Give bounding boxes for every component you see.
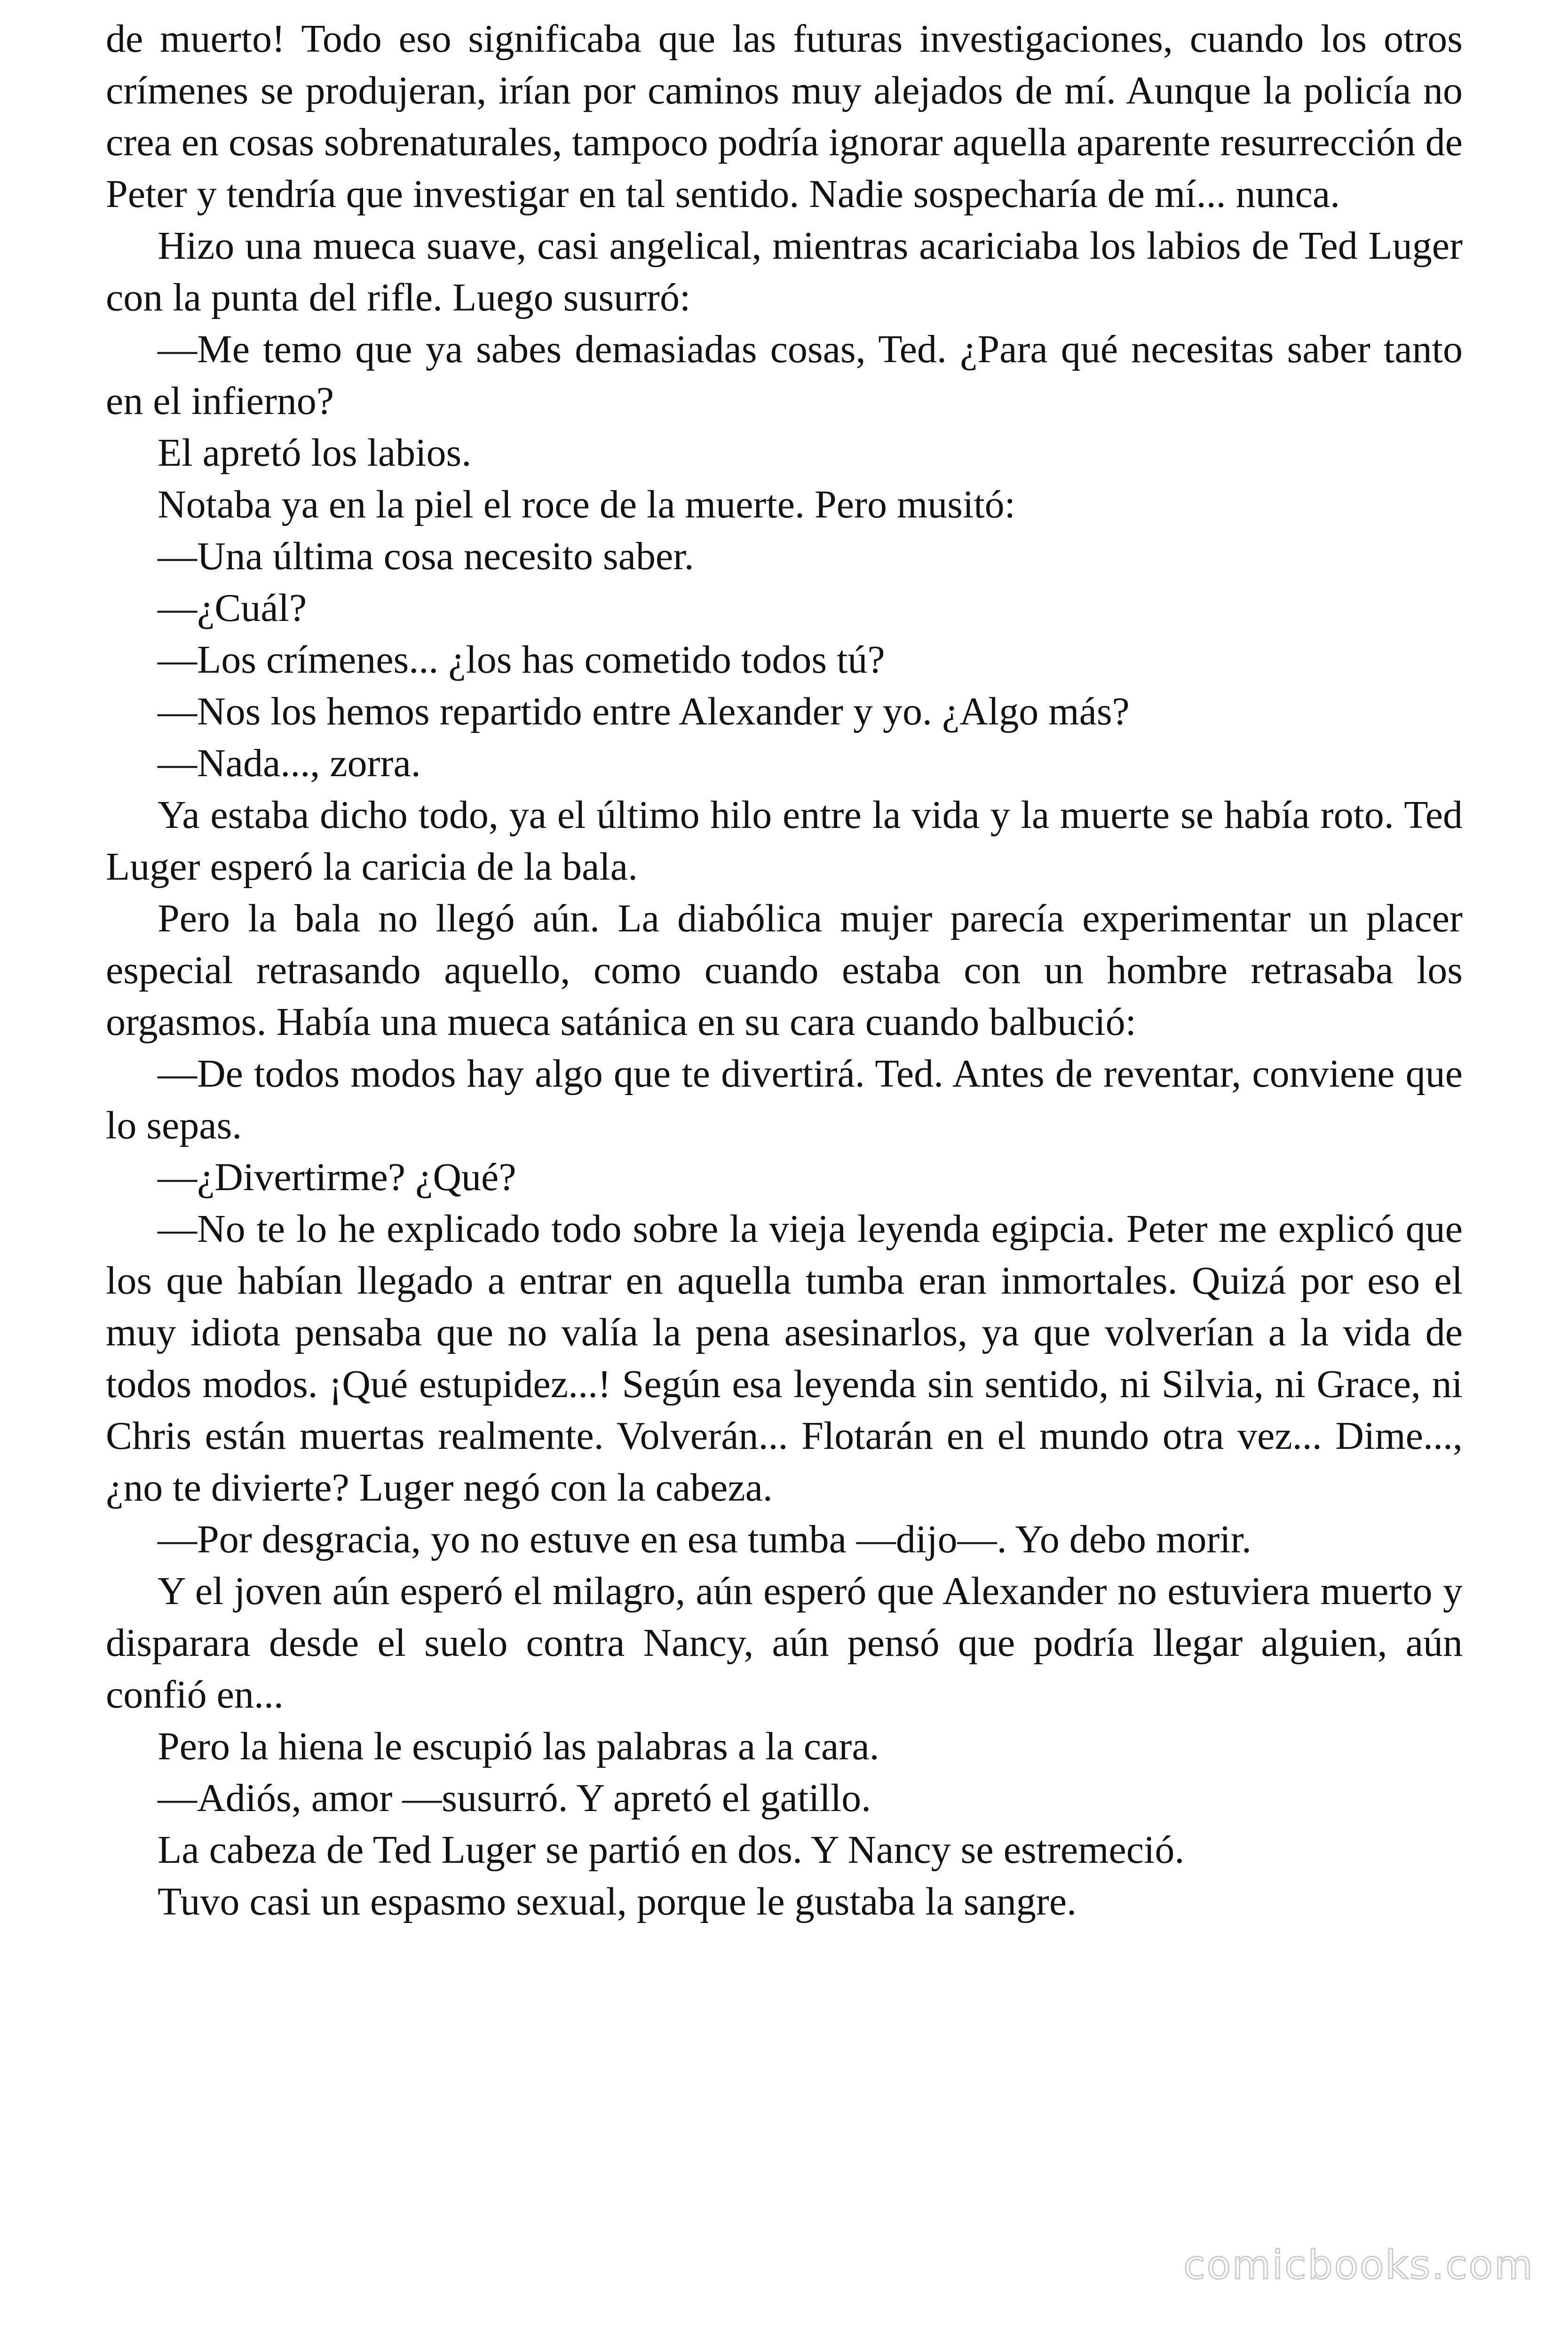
paragraph: Pero la bala no llegó aún. La diabólica mujer parecía experimentar un placer especial retrasando aquello, como cuando estaba con un hombre retrasaba los orgasmos. Había una mueca satánica en su cara cuando balbució: — [106, 897, 1463, 1044]
dialogue-line: —Una última cosa necesito saber. — [158, 534, 694, 578]
dialogue-line: —Los crímenes... ¿los has cometido todos tú? — [158, 638, 885, 682]
paragraph: La cabeza de Ted Luger se partió en dos. Y Nancy se estremeció. — [158, 1828, 1185, 1872]
paragraph-continued: de muerto! Todo eso significaba que las futuras investigaciones, cuando los otros crímenes se produjeran, irían por caminos muy alejados de mí. Aunque la policía no crea en cosas sobrenaturales, tampoco podría ignorar aquella aparente resurrección de Peter y tendría que investigar en tal sentido. Nadie sospecharía de mí... nunca. — [106, 17, 1463, 216]
dialogue-line: —Adiós, amor —susurró. Y apretó el gatillo. — [158, 1776, 871, 1820]
paragraph: Ya estaba dicho todo, ya el último hilo entre la vida y la muerte se había roto. Ted Luger esperó la caricia de la bala. — [106, 793, 1463, 889]
paragraph: Y el joven aún esperó el milagro, aún esperó que Alexander no estuviera muerto y disparara desde el suelo contra Nancy, aún pensó que podría llegar alguien, aún confió en... — [106, 1569, 1463, 1716]
dialogue-line: —¿Cuál? — [158, 586, 307, 630]
dialogue-line: —¿Divertirme? ¿Qué? — [158, 1155, 516, 1199]
paragraph: Pero la hiena le escupió las palabras a la cara. — [158, 1724, 879, 1768]
watermark: comicbooks.com — [1183, 2242, 1534, 2288]
dialogue-line: —No te lo he explicado todo sobre la vieja leyenda egipcia. Peter me explicó que los que habían llegado a entrar en aquella tumba eran inmortales. Quizá por eso el muy idiota pensaba que no valía la pena asesinarlos, ya que volverían a la vida de todos modos. ¡Qué estupidez...! Según esa leyenda sin sentido, ni Silvia, ni Grace, ni Chris están muertas realmente. Volverán... Flotarán en el mundo otra vez... Dime..., ¿no te divierte? Luger negó con la cabeza. — [106, 1207, 1463, 1510]
paragraph: Notaba ya en la piel el roce de la muerte. Pero musitó: — [158, 483, 1016, 526]
dialogue-line: —Nada..., zorra. — [158, 741, 421, 785]
paragraph: Hizo una mueca suave, casi angelical, mientras acariciaba los labios de Ted Luger con la punta del rifle. Luego susurró: — [106, 224, 1463, 319]
dialogue-line: —Me temo que ya sabes demasiadas cosas, Ted. ¿Para qué necesitas saber tanto en el infierno? — [106, 327, 1463, 423]
body-text — [106, 13, 1463, 1928]
dialogue-line: —Nos los hemos repartido entre Alexander y yo. ¿Algo más? — [158, 690, 1130, 733]
dialogue-line: —Por desgracia, yo no estuve en esa tumba —dijo—. Yo debo morir. — [158, 1518, 1251, 1561]
paragraph: El apretó los labios. — [158, 431, 472, 475]
dialogue-line: —De todos modos hay algo que te divertirá. Ted. Antes de reventar, conviene que lo sepas. — [106, 1052, 1463, 1147]
paragraph: Tuvo casi un espasmo sexual, porque le gustaba la sangre. — [158, 1880, 1077, 1923]
